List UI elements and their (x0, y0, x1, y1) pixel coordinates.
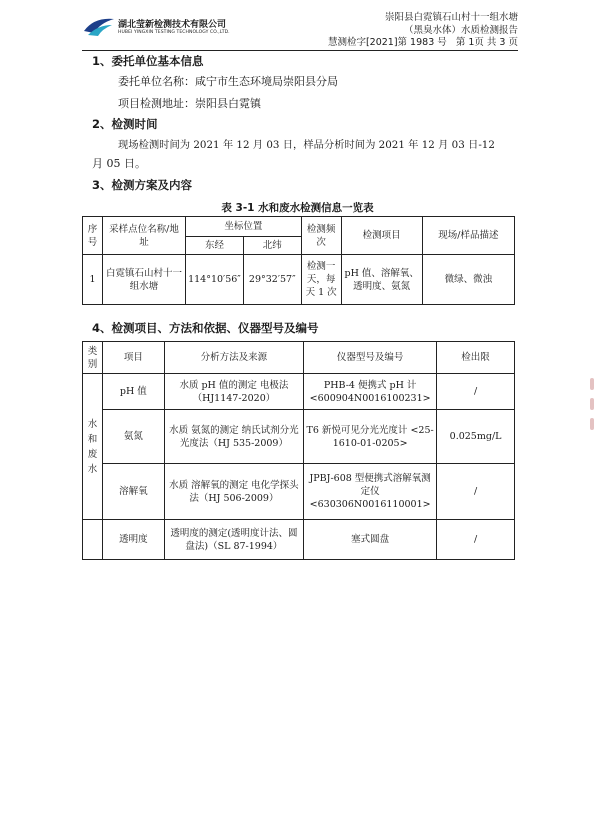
method-table-header-row (83, 342, 515, 374)
th-north: 北纬 (243, 237, 301, 255)
table1-title: 表 3-1 水和废水检测信息一览表 (221, 202, 374, 214)
cell-item: 透明度 (102, 520, 164, 560)
th-desc: 现场/样品描述 (422, 217, 514, 255)
sampling-table-header-row (83, 217, 515, 237)
cell-item: 氨氮 (102, 410, 164, 464)
test-time-line2: 月 05 日。 (92, 157, 146, 170)
cell-limit: / (437, 520, 515, 560)
site-label: 项目检测地址： (118, 97, 195, 110)
table-row (83, 410, 515, 464)
header-divider (82, 50, 518, 51)
section4-heading: 4、检测项目、方法和依据、仪器型号及编号 (92, 321, 319, 335)
seal-edge-mark (587, 378, 595, 448)
company-logo-icon (82, 15, 116, 37)
th-instrument: 仪器型号及编号 (304, 342, 437, 374)
th-method: 分析方法及来源 (164, 342, 303, 374)
cell-desc: 微绿、微浊 (422, 255, 514, 305)
th-coord: 坐标位置 (186, 217, 302, 237)
company-logo (82, 13, 232, 41)
section2-heading: 2、检测时间 (92, 117, 158, 131)
site-value: 崇阳县白霓镇 (195, 97, 261, 110)
report-header-info (328, 12, 518, 50)
company-name-en: HUBEI YINGXIN TESTING TECHNOLOGY CO.,LTD. (118, 30, 230, 35)
th-items: 检测项目 (341, 217, 422, 255)
cell-limit: 0.025mg/L (437, 410, 515, 464)
table-row (83, 374, 515, 410)
cell-east: 114°10′56″ (186, 255, 244, 305)
cell-item: 溶解氧 (102, 464, 164, 520)
cell-freq: 检测一天，每天 1 次 (301, 255, 341, 305)
section3-heading: 3、检测方案及内容 (92, 178, 193, 192)
sampling-table (82, 216, 515, 305)
th-limit: 检出限 (437, 342, 515, 374)
report-title-line2: （黑臭水体）水质检测报告 (403, 24, 518, 36)
method-table (82, 341, 515, 560)
cell-instrument: 塞式圆盘 (304, 520, 437, 560)
cell-method: 透明度的测定(透明度计法、圆盘法)（SL 87-1994） (164, 520, 303, 560)
page-info: 第 1页 共 3 页 (455, 37, 518, 48)
cell-limit: / (437, 464, 515, 520)
cell-method: 水质 氨氮的测定 纳氏试剂分光光度法（HJ 535-2009） (164, 410, 303, 464)
cell-category-empty (83, 520, 103, 560)
cell-items: pH 值、溶解氧、透明度、氨氮 (341, 255, 422, 305)
test-time-line1: 现场检测时间为 2021 年 12 月 03 日，样品分析时间为 2021 年 12 月 03 日-12 (118, 139, 495, 151)
cell-limit: / (437, 374, 515, 410)
cell-method: 水质 溶解氧的测定 电化学探头法（HJ 506-2009） (164, 464, 303, 520)
company-name-cn: 湖北莹新检测技术有限公司 (118, 20, 227, 30)
client-row (118, 73, 338, 89)
report-number: 慧测检字[2021]第 1983 号 (327, 37, 447, 48)
th-east: 东经 (186, 237, 244, 255)
section1-heading: 1、委托单位基本信息 (92, 54, 204, 68)
th-category: 类别 (83, 342, 103, 374)
cell-category: 水和废水 (83, 374, 103, 520)
report-title-line1: 崇阳县白霓镇石山村十一组水塘 (384, 12, 518, 23)
client-value: 咸宁市生态环境局崇阳县分局 (195, 75, 338, 88)
th-no: 序号 (83, 217, 103, 255)
site-row (118, 95, 261, 111)
cell-north: 29°32′57″ (243, 255, 301, 305)
report-number-page (328, 37, 518, 50)
table-row (83, 464, 515, 520)
table-row (83, 255, 515, 305)
cell-item: pH 值 (102, 374, 164, 410)
cell-instrument: PHB-4 便携式 pH 计 <600904N0016100231> (304, 374, 437, 410)
cell-instrument: JPBJ-608 型便携式溶解氧测定仪 <630306N0016110001> (304, 464, 437, 520)
table-row (83, 520, 515, 560)
cell-no: 1 (83, 255, 103, 305)
cell-point: 白霓镇石山村十一组水塘 (102, 255, 185, 305)
cell-instrument: T6 新悦可见分光光度计 <25-1610-01-0205> (304, 410, 437, 464)
client-label: 委托单位名称： (118, 75, 195, 88)
th-freq: 检测频次 (301, 217, 341, 255)
cell-method: 水质 pH 值的测定 电极法（HJ1147-2020） (164, 374, 303, 410)
th-point: 采样点位名称/地址 (102, 217, 185, 255)
th-item: 项目 (102, 342, 164, 374)
